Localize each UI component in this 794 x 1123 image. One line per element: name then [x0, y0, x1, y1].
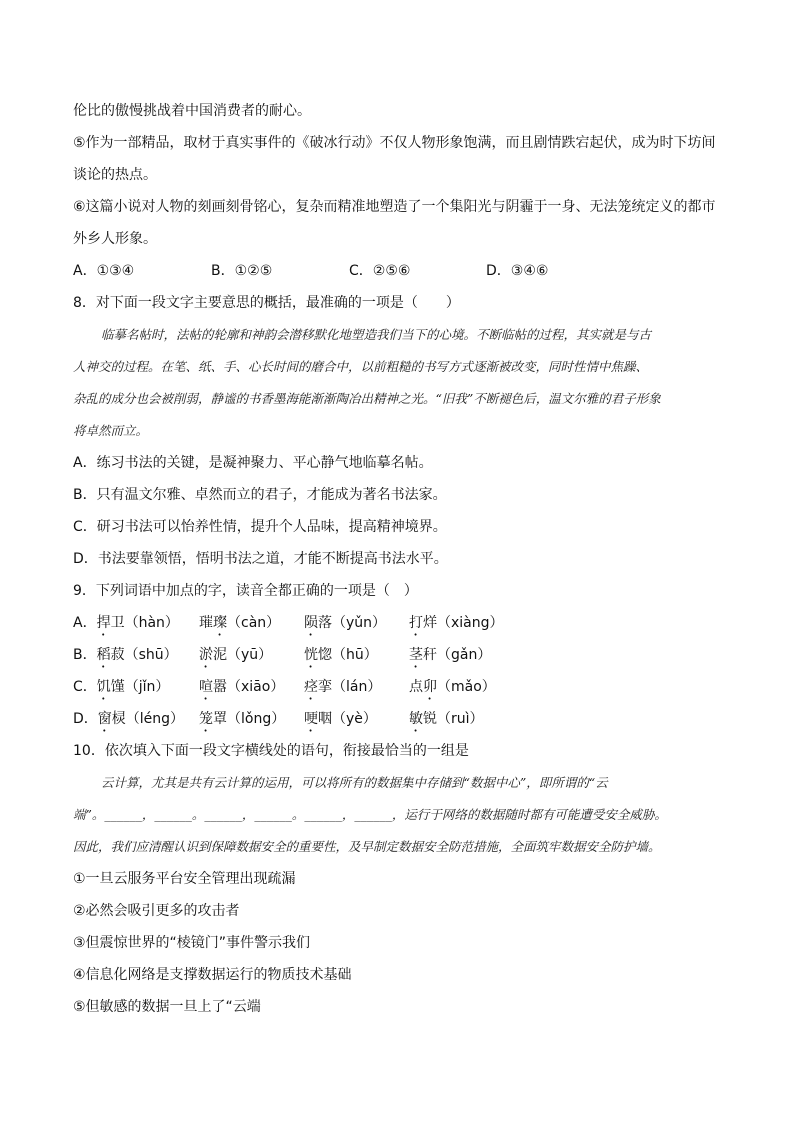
q8-stem: 8．对下面一段文字主要意思的概括，最准确的一项是（ ）	[73, 295, 460, 311]
dotted-character: 笼	[199, 711, 213, 727]
word-text: 落（yǔn）	[318, 615, 387, 631]
dotted-character: 哽	[304, 711, 318, 727]
word-text: 馑（jǐn）	[110, 679, 170, 695]
q8-passage-line: 将卓然而立。	[73, 423, 149, 438]
q9-option-d-word-1[interactable]	[73, 710, 184, 735]
q9-option-label[interactable]: C．	[73, 679, 97, 695]
dotted-character: 痉	[304, 679, 318, 695]
q9-option-b-word-3	[304, 646, 378, 671]
q8-passage-line: 临摹名帖时，法帖的轮廓和神韵会潜移默化地塑造我们当下的心境。不断临帖的过程，其实就是与古	[101, 327, 652, 342]
word-text: 挛（lán）	[318, 679, 382, 695]
dotted-character: 茎	[409, 647, 423, 663]
word-text: 嚣（xiāo）	[213, 679, 285, 695]
q9-option-c-word-3	[304, 678, 381, 703]
q10-item-1: ①一旦云服务平台安全管理出现疏漏	[73, 871, 296, 887]
word-text: 璀	[199, 615, 213, 631]
word-text: 罩（lǒng）	[213, 711, 286, 727]
dotted-character: 捍	[96, 615, 111, 631]
q10-passage-line: 因此，我们应清醒认识到保障数据安全的重要性，及早制定数据安全防范措施，全面筑牢数据安全防护墙。	[73, 839, 661, 854]
dotted-character: 敏	[409, 711, 423, 727]
word-text: 秆（gǎn）	[423, 647, 492, 663]
q7-option-b[interactable]: B．①②⑤	[211, 263, 273, 279]
word-text: 咽（yè）	[318, 711, 377, 727]
q7-sentence-6-cont: 外乡人形象。	[73, 231, 157, 247]
q9-option-a-word-3	[304, 614, 386, 639]
q7-sentence-5: ⑤作为一部精品，取材于真实事件的《破冰行动》不仅人物形象饱满，而且剧情跌宕起伏，成为时下坊间	[73, 135, 716, 151]
dotted-character: 饥	[96, 679, 111, 695]
dotted-character: 窗	[97, 711, 112, 727]
dotted-character: 卯	[423, 679, 437, 695]
q9-option-b-word-4	[409, 646, 491, 671]
q8-option-a[interactable]: A．练习书法的关键，是凝神聚力、平心静气地临摹名帖。	[73, 455, 433, 471]
q9-option-b-word-2	[199, 646, 272, 671]
q9-option-d-word-3	[304, 710, 377, 735]
q9-option-d-word-4	[409, 710, 484, 735]
q9-option-b-word-1[interactable]	[73, 646, 178, 671]
dotted-character: 淤	[199, 647, 213, 663]
dotted-character: 稻	[96, 647, 111, 663]
q9-option-c-word-4	[409, 678, 496, 703]
word-text: 卫（hàn）	[110, 615, 179, 631]
q10-item-5: ⑤但敏感的数据一旦上了“云端	[73, 999, 261, 1015]
q10-passage-line: 端”。______，______。______，______。______，______，运行于网络的数据随时都有可能遭受安全威胁。	[73, 807, 667, 822]
q10-item-2: ②必然会吸引更多的攻击者	[73, 903, 240, 919]
q9-option-label[interactable]: A．	[73, 615, 97, 631]
word-text: 棂（léng）	[111, 711, 185, 727]
q9-option-label[interactable]: D．	[73, 711, 98, 727]
word-text: 泥（yū）	[213, 647, 273, 663]
dotted-character: 打	[409, 615, 423, 631]
q9-option-a-word-1[interactable]	[73, 614, 179, 639]
word-text: 惚（hū）	[318, 647, 378, 663]
q10-passage-line: 云计算，尤其是共有云计算的运用，可以将所有的数据集中存储到“数据中心”，即所谓的“云	[101, 775, 608, 790]
dotted-character: 喧	[199, 679, 213, 695]
q8-option-c[interactable]: C．研习书法可以怡养性情，提升个人品味，提高精神境界。	[73, 519, 447, 535]
dotted-character: 璨	[213, 615, 227, 631]
q10-item-3: ③但震惊世界的“棱镜门”事件警示我们	[73, 935, 311, 951]
word-text: 点	[409, 679, 423, 695]
word-text: （mǎo）	[437, 679, 496, 695]
q7-option-a[interactable]: A．①③④	[73, 263, 135, 279]
q8-passage-line: 人神交的过程。在笔、纸、手、心长时间的磨合中，以前粗糙的书写方式逐渐被改变，同时性情中焦躁、	[73, 359, 649, 374]
q10-item-4: ④信息化网络是支撑数据运行的物质技术基础	[73, 967, 352, 983]
word-text: 锐（ruì）	[423, 711, 484, 727]
q9-option-c-word-2	[199, 678, 284, 703]
q8-option-d[interactable]: D．书法要靠领悟，悟明书法之道，才能不断提高书法水平。	[73, 551, 448, 567]
dotted-character: 陨	[304, 615, 318, 631]
q9-stem: 9．下列词语中加点的字，读音全都正确的一项是（ ）	[73, 583, 418, 599]
q7-line: 伦比的傲慢挑战着中国消费者的耐心。	[73, 103, 311, 119]
word-text: 烊（xiàng）	[423, 615, 504, 631]
q9-option-d-word-2	[199, 710, 285, 735]
q7-option-c[interactable]: C．②⑤⑥	[349, 263, 411, 279]
dotted-character: 恍	[304, 647, 318, 663]
q10-stem: 10．依次填入下面一段文字横线处的语句，衔接最恰当的一组是	[73, 743, 469, 759]
q8-option-b[interactable]: B．只有温文尔雅、卓然而立的君子，才能成为著名书法家。	[73, 487, 447, 503]
q7-sentence-5-cont: 谈论的热点。	[73, 167, 157, 183]
q7-sentence-6: ⑥这篇小说对人物的刻画刻骨铭心，复杂而精准地塑造了一个集阳光与阴霾于一身、无法笼统定义的都市	[73, 199, 716, 215]
q9-option-a-word-2	[199, 614, 280, 639]
q9-option-a-word-4	[409, 614, 504, 639]
word-text: 菽（shū）	[110, 647, 178, 663]
word-text: （càn）	[227, 615, 281, 631]
q9-option-c-word-1[interactable]	[73, 678, 169, 703]
q8-passage-line: 杂乱的成分也会被削弱，静谧的书香墨海能渐渐陶冶出精神之光。“旧我”不断褪色后，温文尔雅的君子形象	[73, 391, 661, 406]
q9-option-label[interactable]: B．	[73, 647, 97, 663]
q7-option-d[interactable]: D．③④⑥	[486, 263, 549, 279]
